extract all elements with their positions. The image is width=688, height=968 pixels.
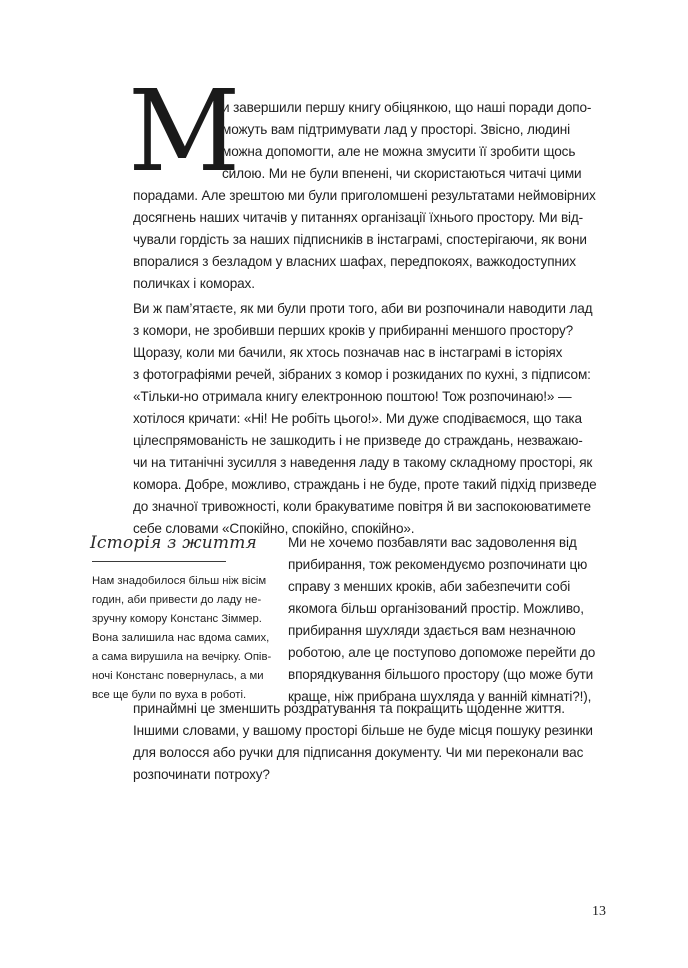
text-line: можна допомогти, але не можна змусити її зробити щось: [222, 144, 576, 159]
text-line: Ми не хочемо позбавляти вас задоволення від: [288, 535, 577, 550]
sidebar-divider: [92, 561, 226, 562]
sidebar-line: Вона залишила нас вдома самих,: [92, 632, 270, 644]
text-line: справу з менших кроків, аби забезпечити собі: [288, 579, 571, 594]
text-line: Щоразу, коли ми бачили, як хтось позначав нас в інстаграмі в історіях: [133, 345, 563, 360]
text-line: роботою, але це поступово допоможе перейти до: [288, 645, 596, 660]
text-line: краще, ніж прибрана шухляда у ванній кімнаті?!),: [288, 689, 592, 704]
sidebar-line: Нам знадобилося більш ніж вісім: [92, 575, 267, 587]
text-line: себе словами «Спокійно, спокійно, спокійно».: [133, 521, 415, 536]
text-line: для волосся або ручки для підписання документу. Чи ми переконали вас: [133, 745, 584, 760]
text-line: з комори, не зробивши перших кроків у прибиранні меншого простору?: [133, 323, 573, 338]
text-line: и завершили першу книгу обіцянкою, що наші поради допо-: [222, 100, 592, 115]
text-line: принаймні це зменшить роздратування та покращить щоденне життя.: [133, 701, 565, 716]
text-line: порадами. Але зрештою ми були приголомшені результатами неймовірних: [133, 188, 596, 203]
page-number: 13: [592, 904, 606, 919]
sidebar-line: ночі Констанс повернулась, а ми: [92, 670, 264, 682]
text-line: впоралися з безладом у власних шафах, передпокоях, важкодоступних: [133, 254, 576, 269]
text-line: прибирання, тож рекомендуємо розпочинати цю: [288, 557, 588, 572]
text-line: розпочинати потроху?: [133, 767, 270, 782]
text-line: силою. Ми не були впенені, чи скористаються читачі цими: [222, 166, 582, 181]
text-line: досягнень наших читачів у питаннях організації їхнього простору. Ми від-: [133, 210, 584, 225]
text-line: прибирання шухляди здається вам незначною: [288, 623, 576, 638]
text-line: чували гордість за наших підписників в інстаграмі, спостерігаючи, як вони: [133, 232, 587, 247]
text-line: Ви ж пам’ятаєте, як ми були проти того, аби ви розпочинали наводити лад: [133, 301, 593, 316]
text-line: з фотографіями речей, зібраних з комор і розкиданих по кухні, з підписом:: [133, 367, 591, 382]
text-line: можуть вам підтримувати лад у просторі. Звісно, людині: [222, 122, 571, 137]
text-line: чи на титанічні зусилля з наведення ладу в такому складному просторі, як: [133, 455, 593, 470]
sidebar-line: все ще були по вуха в роботі.: [92, 689, 247, 701]
drop-cap: М: [128, 67, 241, 197]
text-line: впорядкування більшого простору (що може бути: [288, 667, 594, 682]
text-line: Іншими словами, у вашому просторі більше не буде місця пошуку резинки: [133, 723, 593, 738]
text-line: «Тільки-но отримала книгу електронною поштою! Тож розпочинаю!» —: [133, 389, 572, 404]
sidebar-line: зручну комору Констанс Зіммер.: [92, 613, 262, 625]
text-line: поличках і коморах.: [133, 276, 255, 291]
text-line: до значної тривожності, коли бракуватиме повітря й ви заспокоюватимете: [133, 499, 591, 514]
text-line: хотілося кричати: «Ні! Не робіть цього!». Ми дуже сподіваємося, що така: [133, 411, 582, 426]
text-line: комора. Добре, можливо, страждань і не буде, проте такий підхід призведе: [133, 477, 597, 492]
sidebar-line: а сама вирушила на вечірку. Опів-: [92, 651, 272, 663]
text-line: якомога більш організований простір. Можливо,: [288, 601, 584, 616]
text-line: цілеспрямованість не зашкодить і не призведе до страждань, незважаю-: [133, 433, 583, 448]
sidebar-line: годин, аби привести до ладу не-: [92, 594, 262, 606]
sidebar-title: Історія з життя: [90, 533, 258, 553]
